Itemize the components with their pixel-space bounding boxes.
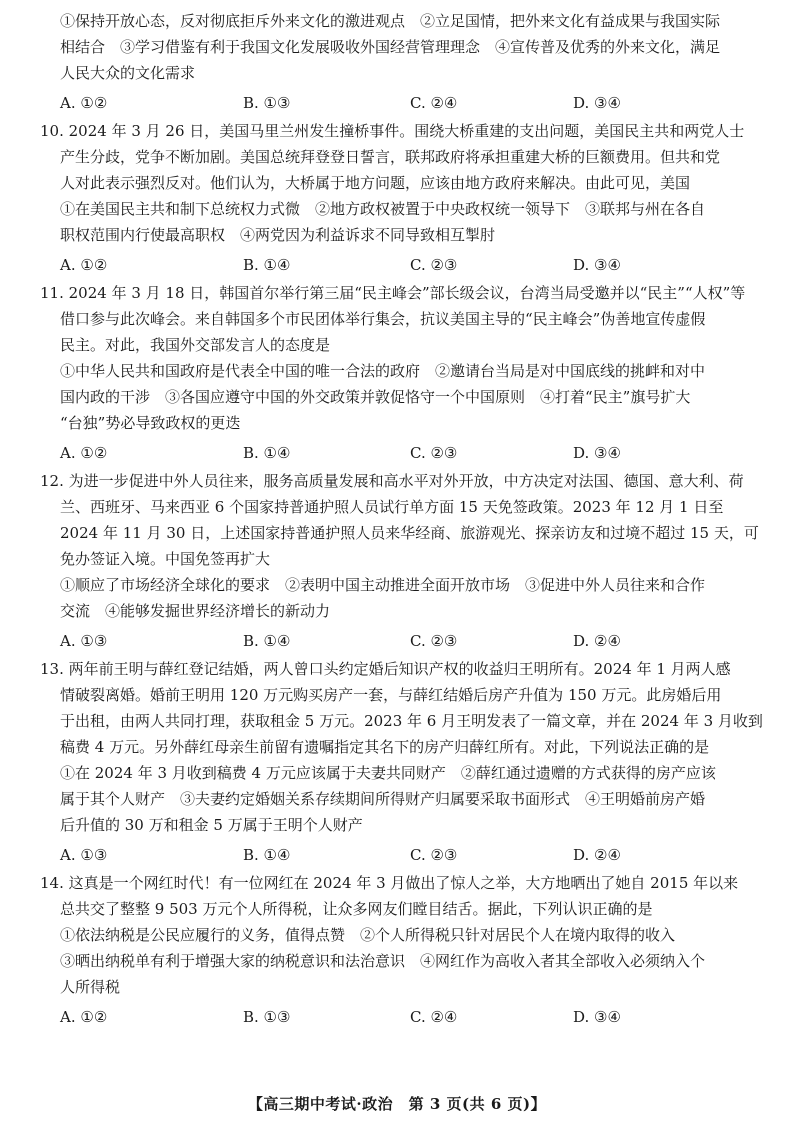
statement-line: 国内政的干涉 ③各国应遵守中国的外交政策并敦促恪守一个中国原则 ④打着“民主”旗号扩大 [60, 388, 691, 406]
option-c: C. ②③ [410, 632, 458, 650]
page-content [40, 8, 770, 1032]
question-stem-line: 兰、西班牙、马来西亚 6 个国家持普通护照人员试行单方面 15 天免签政策。2023 年 12 月 1 日至 [60, 498, 724, 516]
option-b: B. ①④ [243, 444, 291, 462]
question-stem-line: 于出租，由两人共同打理，获取租金 5 万元。2023 年 6 月王明发表了一篇文章，并在 2024 年 3 月收到 [60, 712, 763, 730]
option-b: B. ①④ [243, 632, 291, 650]
option-a: A. ①② [60, 444, 108, 462]
question-11-statements [40, 358, 770, 436]
question-14-statements [40, 922, 770, 1000]
question-12 [40, 468, 770, 656]
question-stem-line: 免办签证入境。中国免签再扩大 [60, 550, 271, 568]
question-stem-line: 12. 为进一步促进中外人员往来，服务高质量发展和高水平对外开放，中方决定对法国、德国、意大利、荷 [40, 472, 744, 490]
option-d: D. ③④ [573, 1008, 621, 1026]
question-13 [40, 656, 770, 870]
option-c: C. ②③ [410, 846, 458, 864]
question-10 [40, 118, 770, 280]
statement-line: ③晒出纳税单有利于增强大家的纳税意识和法治意识 ④网红作为高收入者其全部收入必须纳入个 [60, 952, 706, 970]
option-b: B. ①③ [243, 1008, 291, 1026]
question-stem-line: 11. 2024 年 3 月 18 日，韩国首尔举行第三届“民主峰会”部长级会议，台湾当局受邀并以“民主”“人权”等 [40, 284, 746, 302]
statement-line: ①保持开放心态，反对彻底拒斥外来文化的激进观点 ②立足国情，把外来文化有益成果与我国实际 [60, 12, 721, 30]
question-stem-line: 2024 年 11 月 30 日，上述国家持普通护照人员来华经商、旅游观光、探亲访友和过境不超过 15 天，可 [60, 524, 759, 542]
question-stem-line: 10. 2024 年 3 月 26 日，美国马里兰州发生撞桥事件。围绕大桥重建的支出问题，美国民主共和两党人士 [40, 122, 745, 140]
option-d: D. ③④ [573, 94, 621, 112]
statement-line: 职权范围内行使最高职权 ④两党因为利益诉求不同导致相互掣肘 [60, 226, 496, 244]
option-d: D. ②④ [573, 632, 621, 650]
statement-line: 相结合 ③学习借鉴有利于我国文化发展吸收外国经营管理理念 ④宣传普及优秀的外来文化，满足 [60, 38, 721, 56]
statement-line: ①中华人民共和国政府是代表全中国的唯一合法的政府 ②邀请台当局是对中国底线的挑衅和对中 [60, 362, 706, 380]
option-c: C. ②④ [410, 94, 458, 112]
question-stem-line: 13. 两年前王明与薛红登记结婚，两人曾口头约定婚后知识产权的收益归王明所有。2024 年 1 月两人感 [40, 660, 731, 678]
option-a: A. ①③ [60, 632, 108, 650]
question-stem-line: 14. 这真是一个网红时代！有一位网红在 2024 年 3 月做出了惊人之举，大方地晒出了她自 2015 年以来 [40, 874, 739, 892]
question-9-options [40, 86, 770, 118]
question-9-statements [40, 8, 770, 86]
statement-line: “台独”势必导致政权的更迭 [60, 414, 241, 432]
question-12-options [40, 624, 770, 656]
statement-line: 人所得税 [60, 978, 121, 996]
option-c: C. ②④ [410, 1008, 458, 1026]
statement-line: 人民大众的文化需求 [60, 64, 196, 82]
question-12-statements [40, 572, 770, 624]
question-stem-line: 稿费 4 万元。另外薛红母亲生前留有遗嘱指定其名下的房产归薛红所有。对此，下列说法正确的是 [60, 738, 710, 756]
option-a: A. ①③ [60, 846, 108, 864]
question-stem-line: 民主。对此，我国外交部发言人的态度是 [60, 336, 331, 354]
question-stem-line: 借口参与此次峰会。来自韩国多个市民团体举行集会，抗议美国主导的“民主峰会”伪善地宣传虚假 [60, 310, 706, 328]
option-a: A. ①② [60, 256, 108, 274]
question-11 [40, 280, 770, 468]
option-d: D. ②④ [573, 846, 621, 864]
option-b: B. ①④ [243, 256, 291, 274]
question-stem-line: 总共交了整整 9 503 万元个人所得税，让众多网友们瞠目结舌。据此，下列认识正确的是 [60, 900, 653, 918]
option-d: D. ③④ [573, 256, 621, 274]
question-13-statements [40, 760, 770, 838]
option-d: D. ③④ [573, 444, 621, 462]
question-stem-line: 人对此表示强烈反对。他们认为，大桥属于地方问题，应该由地方政府来解决。由此可见，美国 [60, 174, 691, 192]
question-10-options [40, 248, 770, 280]
question-10-statements [40, 196, 770, 248]
question-9 [40, 8, 770, 118]
question-14-options [40, 1000, 770, 1032]
page-footer: 【高三期中考试·政治 第 3 页(共 6 页)】 [247, 1095, 547, 1113]
option-b: B. ①③ [243, 94, 291, 112]
option-c: C. ②③ [410, 444, 458, 462]
option-b: B. ①④ [243, 846, 291, 864]
statement-line: 后升值的 30 万和租金 5 万属于王明个人财产 [60, 816, 363, 834]
statement-line: ①顺应了市场经济全球化的要求 ②表明中国主动推进全面开放市场 ③促进中外人员往来和合作 [60, 576, 706, 594]
statement-line: 属于其个人财产 ③夫妻约定婚姻关系存续期间所得财产归属要采取书面形式 ④王明婚前房产婚 [60, 790, 706, 808]
statement-line: ①在美国民主共和制下总统权力式微 ②地方政权被置于中央政权统一领导下 ③联邦与州在各自 [60, 200, 706, 218]
question-13-options [40, 838, 770, 870]
statement-line: ①依法纳税是公民应履行的义务，值得点赞 ②个人所得税只针对居民个人在境内取得的收入 [60, 926, 676, 944]
statement-line: ①在 2024 年 3 月收到稿费 4 万元应该属于夫妻共同财产 ②薛红通过遗赠的方式获得的房产应该 [60, 764, 716, 782]
option-c: C. ②③ [410, 256, 458, 274]
statement-line: 交流 ④能够发掘世界经济增长的新动力 [60, 602, 331, 620]
question-stem-line: 产生分歧，党争不断加剧。美国总统拜登登日誓言，联邦政府将承担重建大桥的巨额费用。但共和党 [60, 148, 721, 166]
question-stem-line: 情破裂离婚。婚前王明用 120 万元购买房产一套，与薛红结婚后房产升值为 150 万元。此房婚后用 [60, 686, 722, 704]
question-11-options [40, 436, 770, 468]
question-14 [40, 870, 770, 1032]
option-a: A. ①② [60, 94, 108, 112]
option-a: A. ①② [60, 1008, 108, 1026]
